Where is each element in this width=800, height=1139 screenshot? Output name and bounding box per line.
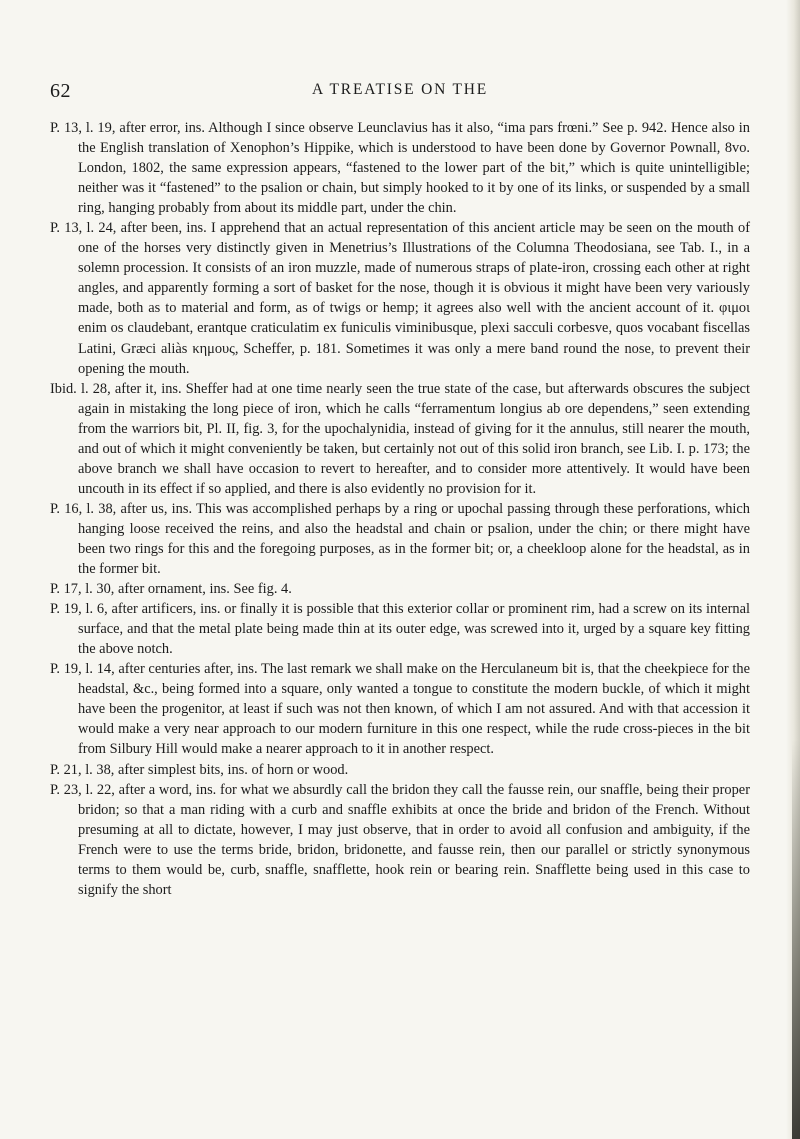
page-header (50, 80, 750, 104)
entry-text: Ibid. l. 28, after it, ins. Sheffer had at one time nearly seen the true state of the case, but afterwards obscures the subject again in mistaking the long piece of iron, which he calls “ferramentum longius ab ore dependens,” seen extending from the warriors bit, Pl. II, fig. 3, for the upochalynidia, instead of giving for it the annulus, still nearer the mouth, and out of which it might conveniently be taken, but certainly not out of this solid iron branch, see Lib. I. p. 173; the above branch we shall have occasion to revert to hereafter, and to consider more attentively. It would have been uncouth in its effect if so applied, and there is also evidently no provision for it. (50, 380, 750, 497)
running-title: A TREATISE ON THE (312, 81, 488, 98)
errata-entry (50, 579, 750, 599)
entry-text: P. 23, l. 22, after a word, ins. for what we absurdly call the bridon they call the fausse rein, our snaffle, being their proper bridon; so that a man riding with a curb and snaffle exhibits at once the bride and bridon of the French. Without presuming at all to dictate, however, I may just observe, that in order to avoid all confusion and ambiguity, if the French were to use the terms bride, bridon, bridonette, and fausse rein, then our parallel or strictly synonymous terms to them would be, curb, snaffle, snafflette, hook rein or bearing rein. Snafflette being used in this case to signify the short (50, 781, 750, 898)
errata-entry (50, 118, 750, 218)
errata-entry (50, 499, 750, 579)
errata-entry (50, 659, 750, 759)
errata-entry (50, 760, 750, 780)
entry-text: P. 13, l. 19, after error, ins. Although I since observe Leunclavius has it also, “ima pars frœni.” See p. 942. Hence also in the English translation of Xenophon’s Hippike, which is understood to have been done by Governor Pownall, 8vo. London, 1802, the same expression appears, “fastened to the lower part of the bit,” which is quite unintelligible; neither was it “fastened” to the psalion or chain, but simply hooked to it by one of its links, or suspended by a small ring, hanging probably from about its middle part, under the chin. (50, 120, 750, 217)
entry-text: P. 21, l. 38, after simplest bits, ins. of horn or wood. (50, 761, 349, 778)
entry-text: P. 19, l. 6, after artificers, ins. or finally it is possible that this exterior collar or prominent rim, had a screw on its internal surface, and that the metal plate being made thin at its outer edge, was screwed into it, urged by a square key fitting the above notch. (50, 601, 750, 658)
errata-entry (50, 780, 750, 900)
entry-text: P. 17, l. 30, after ornament, ins. See fig. 4. (50, 581, 292, 598)
errata-entry (50, 379, 750, 499)
page-edge-binding (792, 740, 800, 1139)
entry-text: P. 13, l. 24, after been, ins. I apprehend that an actual representation of this ancient article may be seen on the mouth of one of the horses very distinctly given in Menetrius’s Illustrations of the Columna Theodosiana, see Tab. I., in a solemn procession. It consists of an iron muzzle, made of numerous straps of plate-iron, crossing each other at right angles, and apparently forming a sort of basket for the nose, though it is obvious it might have been very variously made, both as to material and form, as of twigs or hemp; it agrees also well with the ancient account of it. φιμοι enim os claudebant, erantque craticulatim ex funiculis viminibusque, plexi sacculi corbesve, quos vocabant fiscellas Latini, Græci aliàs κημους, Scheffer, p. 181. Sometimes it was only a mere band round the nose, to prevent their opening the mouth. (50, 220, 750, 377)
errata-entry (50, 599, 750, 659)
errata-text (50, 118, 750, 900)
entry-text: P. 19, l. 14, after centuries after, ins. The last remark we shall make on the Herculaneum bit is, that the cheekpiece for the headstal, &c., being formed into a square, only wanted a tongue to constitute the modern buckle, of which it might have been the progenitor, at least if such was not then known, of which I am not assured. And with that accession it would make a very near approach to our modern furniture in this one respect, while the rude cross-pieces in the bit from Silbury Hill would make a nearer approach to it in another respect. (50, 661, 750, 758)
page-number: 62 (50, 80, 71, 102)
errata-entry (50, 218, 750, 378)
entry-text: P. 16, l. 38, after us, ins. This was accomplished perhaps by a ring or upochal passing through these perforations, which hanging loose received the reins, and also the headstal and chain or psalion, under the chin; or there might have been two rings for this and the foregoing purposes, as in the former bit; or, a cheekloop alone for the headstal, as in the former bit. (50, 500, 750, 578)
